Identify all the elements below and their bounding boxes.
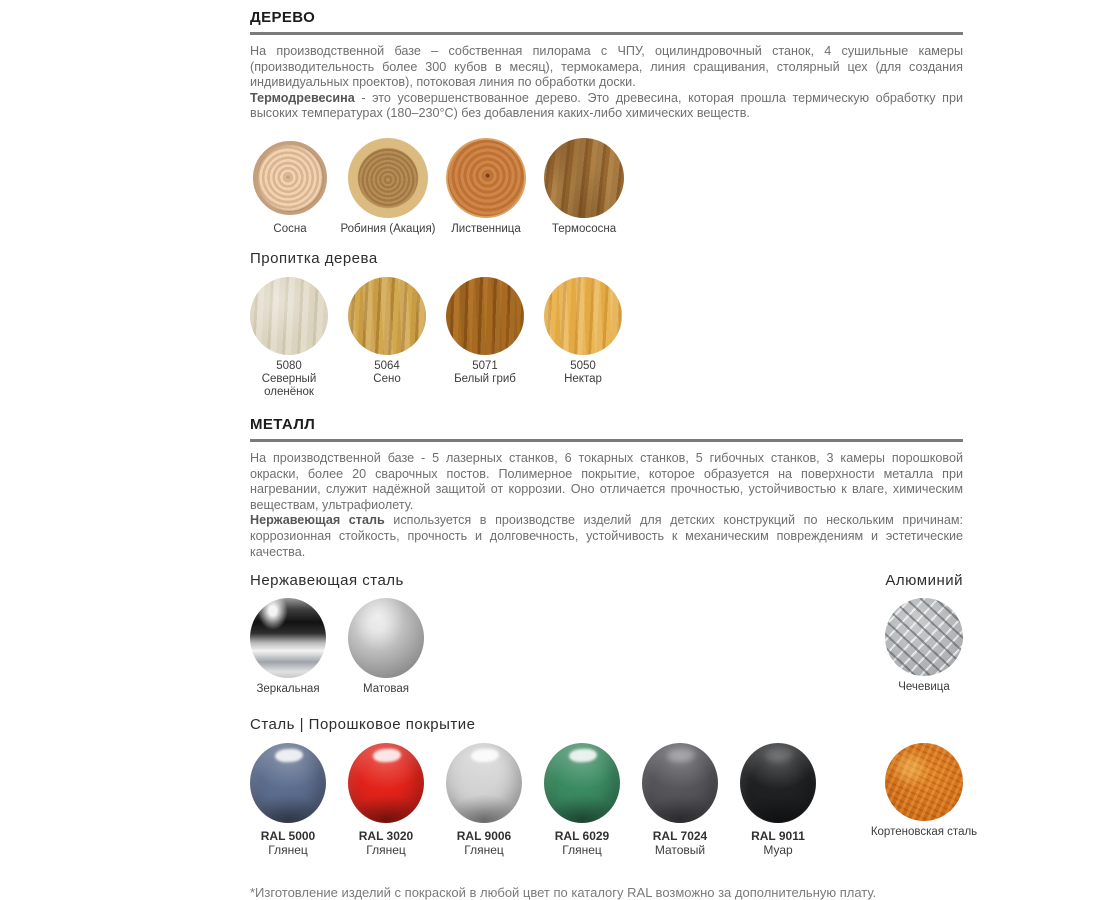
ral-3020-finish: Глянец (366, 843, 406, 858)
impregnation-5064-code: 5064 (374, 359, 400, 372)
ral-9011-ball-image (740, 743, 816, 823)
metal-paragraph-stainless (250, 513, 963, 560)
robinia-label: Робиния (Акация) (340, 222, 436, 235)
swatch-robinia (340, 138, 436, 236)
ral-9006-finish: Глянец (464, 843, 504, 858)
impregnation-5080-swatch-image (250, 277, 328, 355)
swatch-5050 (544, 277, 622, 386)
swatch-matte-steel (348, 598, 424, 696)
swatch-aluminum-checker (885, 598, 963, 694)
thermopine-label: Термососна (551, 222, 617, 235)
swatch-ral-9011 (740, 743, 816, 857)
larch-swatch-image (446, 138, 526, 218)
ral-9011-code: RAL 9011 (751, 829, 805, 844)
impregnation-5071-code: 5071 (472, 359, 498, 372)
swatch-thermopine (544, 138, 624, 236)
wood-section-title: ДЕРЕВО (250, 9, 316, 26)
ral-5000-code: RAL 5000 (260, 829, 316, 844)
wood-paragraph-production: На производственной базе – собственная пилорама с ЧПУ, оцилиндровочный станок, 4 сушильные камеры (производительность более 300 кубов в месяц), термокамера, линия сращивания, столярный цех (для создания индивидуальных проектов), потоковая линия по обработки доски. (250, 44, 963, 90)
corten-steel-swatch-image (885, 743, 963, 821)
impregnation-5080-code: 5080 (276, 359, 302, 372)
larch-label: Лиственница (451, 222, 521, 235)
mirror-steel-ball-image (250, 598, 326, 678)
ral-9006-code: RAL 9006 (456, 829, 512, 844)
wood-description (250, 44, 963, 122)
impregnation-5050-code: 5050 (570, 359, 596, 372)
wood-section-divider (250, 32, 963, 35)
matte-steel-label: Матовая (363, 683, 409, 696)
wood-species-row (250, 138, 963, 236)
stainless-aluminum-row (250, 598, 963, 696)
impregnation-5071-name: Белый гриб (454, 372, 516, 385)
matte-steel-ball-image (348, 598, 424, 678)
ral-3020-code: RAL 3020 (358, 829, 414, 844)
swatch-5064 (348, 277, 426, 386)
materials-catalog-page (250, 0, 978, 900)
ral-9011-finish: Муар (763, 843, 793, 858)
impregnation-row (250, 277, 963, 399)
metal-paragraph-production: На производственной базе - 5 лазерных станков, 6 токарных станков, 5 гибочных станков, 3 камеры порошковой окраски, более 20 сварочных постов. Полимерное покрытие, которое образуется на поверхности металла при нагревании, служит надёжной защитой от коррозии. Оно отличается прочностью, устойчивостью к влаге, химическим веществам, ультрафиолету. (250, 450, 963, 512)
ral-3020-ball-image (348, 743, 424, 823)
stainless-aluminum-headings (250, 572, 963, 589)
ral-7024-code: RAL 7024 (652, 829, 708, 844)
aluminum-title: Алюминий (885, 572, 963, 590)
ral-7024-finish: Матовый (654, 843, 706, 858)
ral-9006-ball-image (446, 743, 522, 823)
wood-paragraph-thermowood (250, 91, 963, 122)
stainless-text: используется в производстве изделий для детских конструкций по нескольким причинам: коррозионная стойкость, прочность и долговечность, устойчивость к механическим повреждениям и эстетические качества. (250, 513, 963, 559)
swatch-corten-steel (870, 743, 978, 839)
ral-6029-code: RAL 6029 (554, 829, 610, 844)
thermowood-lead: Термодревесина (250, 90, 355, 105)
swatch-5071 (446, 277, 524, 386)
ral-5000-ball-image (250, 743, 326, 823)
impregnation-5050-name: Нектар (564, 372, 602, 385)
ral-pricing-footnote: *Изготовление изделий с покраской в любой цвет по каталогу RAL возможно за дополнительную плату. (250, 885, 877, 900)
stainless-title: Нержавеющая сталь (250, 572, 404, 590)
ral-5000-finish: Глянец (268, 843, 308, 858)
thermopine-swatch-image (544, 138, 624, 218)
corten-steel-label: Кортеновская сталь (870, 826, 978, 839)
mirror-steel-label: Зеркальная (256, 683, 320, 696)
impregnation-5071-swatch-image (446, 277, 524, 355)
swatch-mirror-steel (250, 598, 326, 696)
impregnation-5064-name: Сено (373, 372, 401, 385)
swatch-5080 (250, 277, 328, 399)
impregnation-title: Пропитка дерева (250, 249, 378, 267)
aluminum-checker-label: Чечевица (898, 681, 950, 694)
impregnation-5050-swatch-image (544, 277, 622, 355)
ral-6029-ball-image (544, 743, 620, 823)
swatch-ral-6029 (544, 743, 620, 857)
swatch-ral-9006 (446, 743, 522, 857)
swatch-ral-3020 (348, 743, 424, 857)
impregnation-5064-swatch-image (348, 277, 426, 355)
metal-section-title: МЕТАЛЛ (250, 415, 316, 433)
metal-description (250, 451, 963, 560)
metal-section (250, 415, 978, 858)
powder-coating-row (250, 743, 978, 858)
pine-swatch-image (253, 141, 327, 215)
wood-section (250, 8, 963, 399)
pine-label: Сосна (273, 222, 307, 235)
swatch-larch (446, 138, 526, 236)
ral-6029-finish: Глянец (562, 843, 602, 858)
swatch-ral-7024 (642, 743, 718, 857)
metal-section-divider (250, 439, 963, 442)
thermowood-text: - это усовершенствованное дерево. Это древесина, которая прошла термическую обработку при высоких температурах (180–230°C) без добавления каких-либо химических веществ. (250, 90, 963, 121)
aluminum-checker-swatch-image (885, 598, 963, 676)
powder-coating-title: Сталь | Порошковое покрытие (250, 716, 476, 734)
robinia-swatch-image (348, 138, 428, 218)
ral-7024-ball-image (642, 743, 718, 823)
impregnation-5080-name: Северный оленёнок (261, 372, 317, 398)
stainless-lead: Нержавеющая сталь (250, 513, 385, 528)
swatch-ral-5000 (250, 743, 326, 857)
swatch-pine (250, 138, 330, 236)
